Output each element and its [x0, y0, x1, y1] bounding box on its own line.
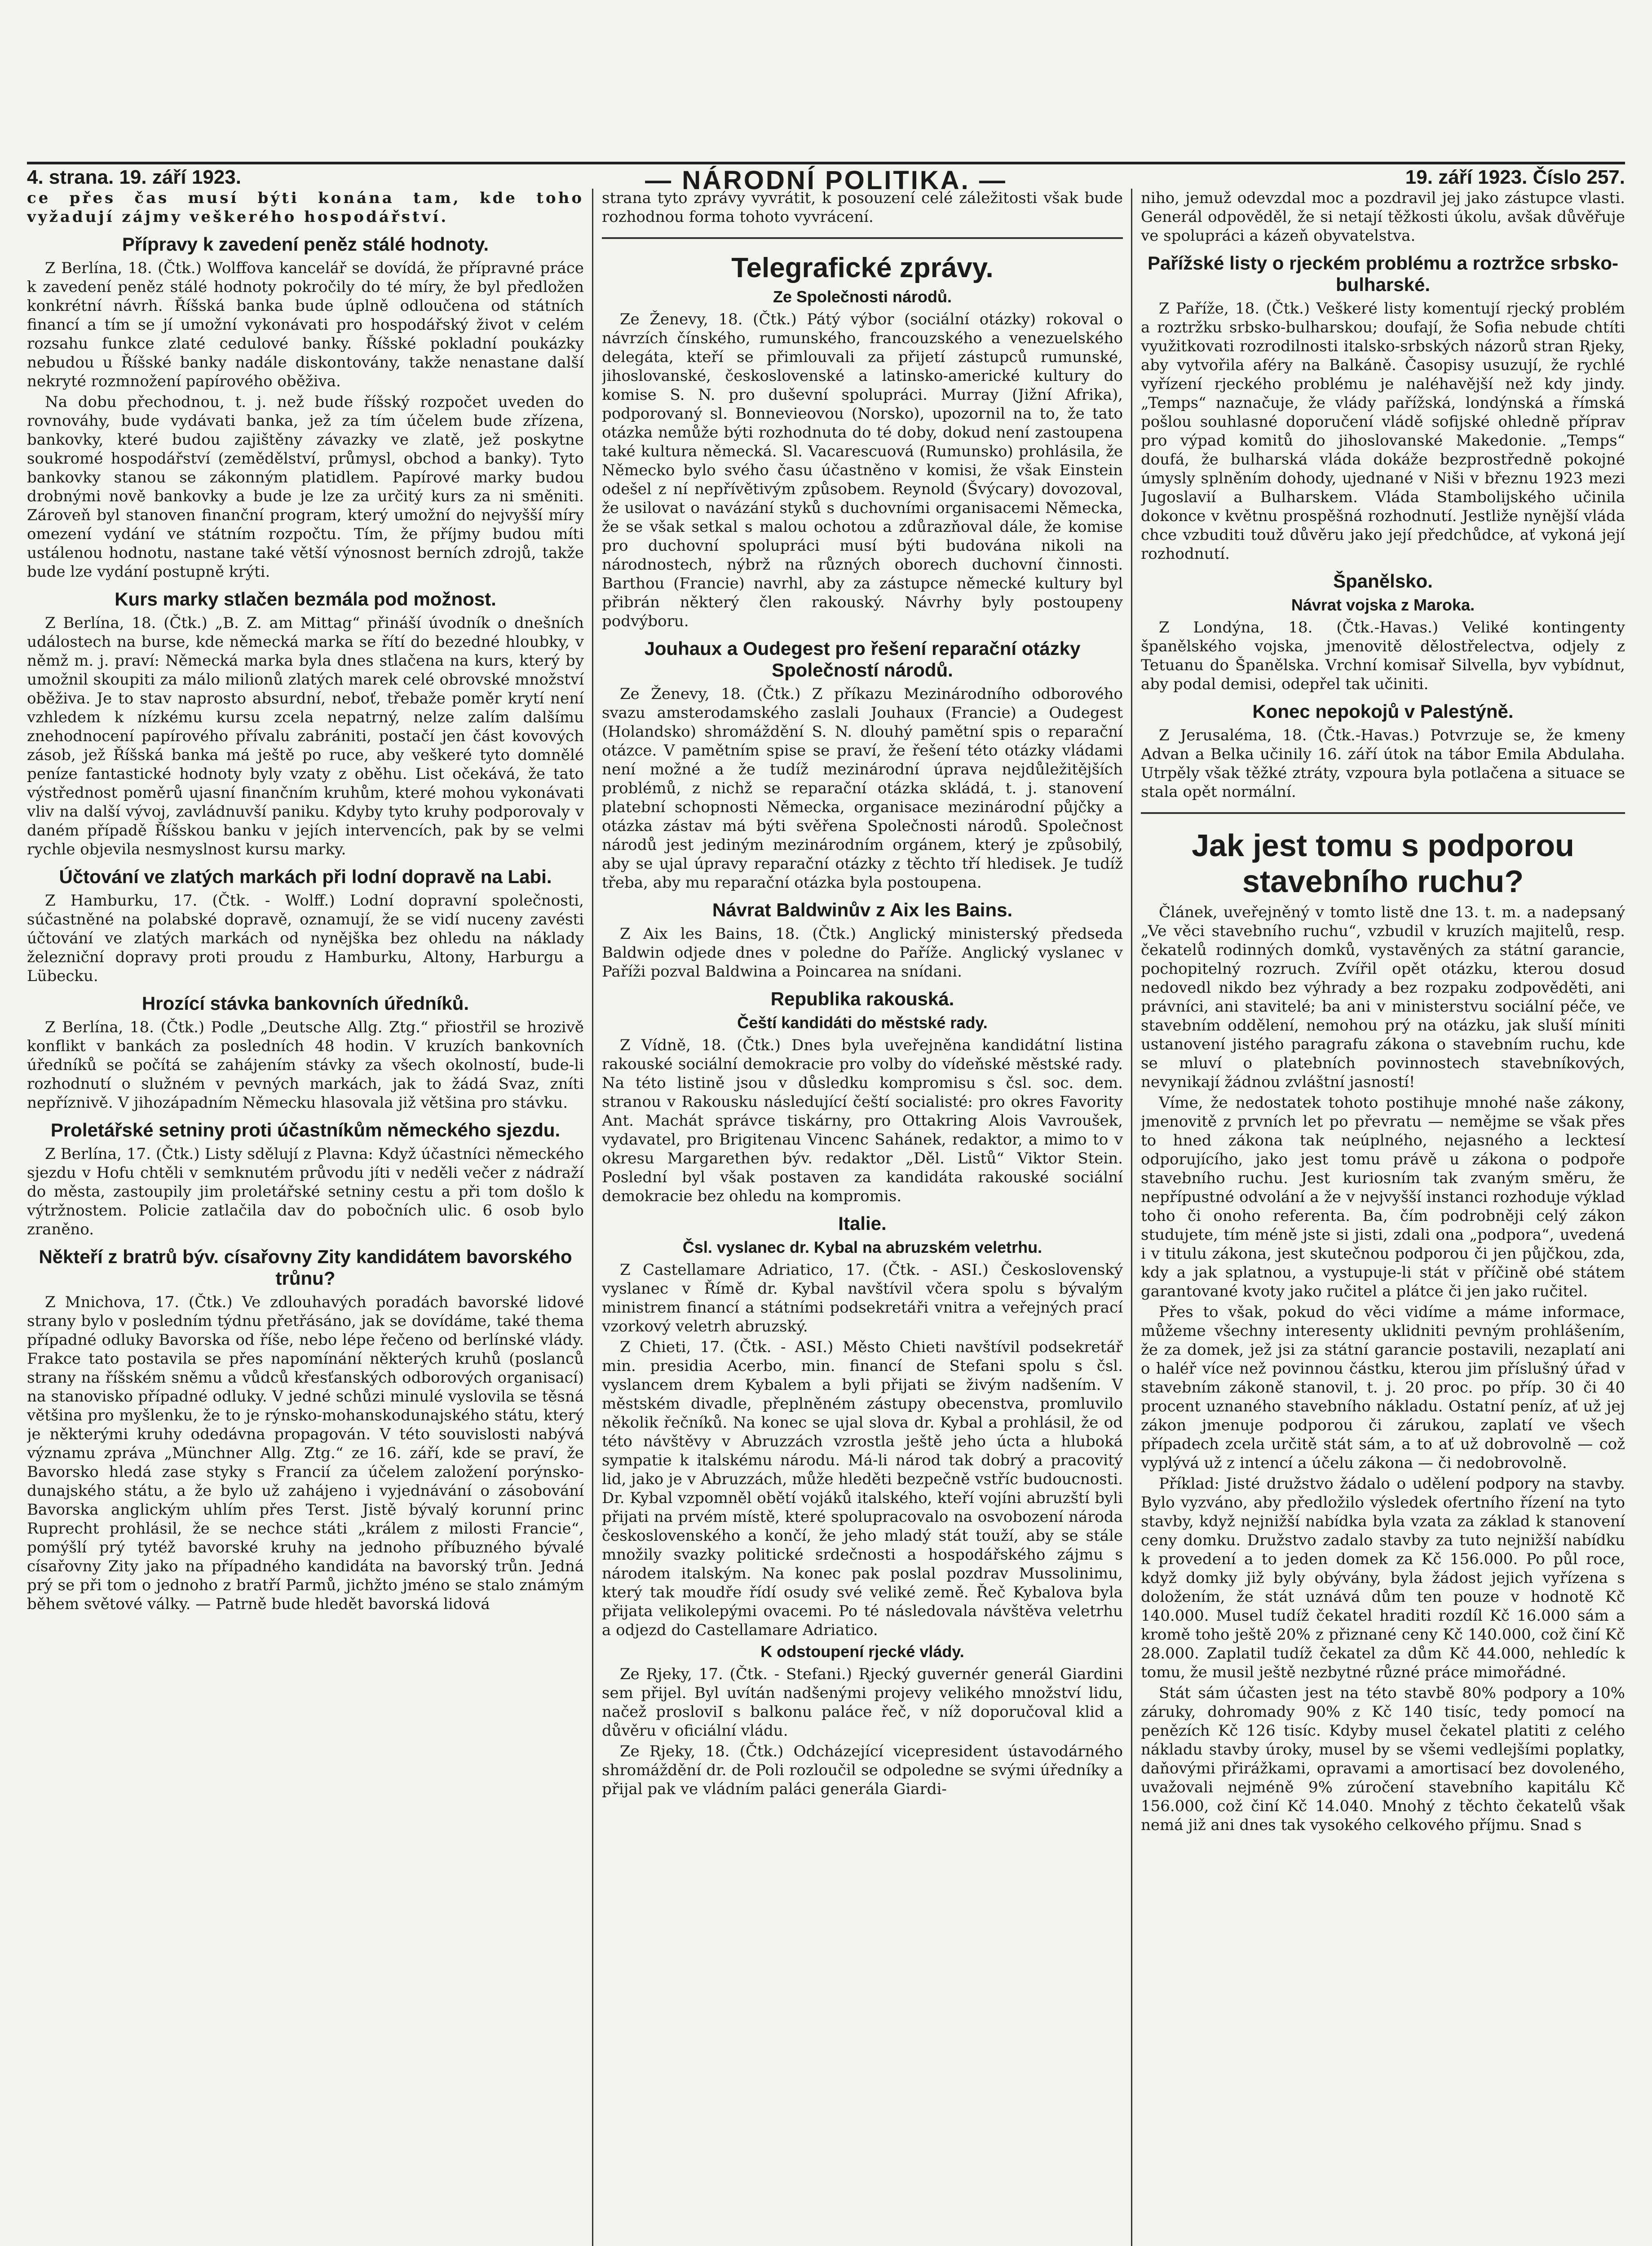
article-paragraph: Z Berlína, 18. (Čtk.) Podle „Deutsche Allg. Ztg.“ přiostřil se hrozivě konflikt v bankách za posledních 48 hodin. V kruzích bankovních úředníků se počítá se zahájením stávky za všech okolností, bude-li rozhodnutí o služném v pevných markách, jak to žádá Svaz, zníti nepříznivě. V jihozápadním Německu hlasovala již většina pro stávku.	[27, 1018, 584, 1112]
headline: Účtování ve zlatých markách při lodní dopravě na Labi.	[59, 866, 552, 887]
article-paragraph: Z Londýna, 18. (Čtk.-Havas.) Veliké kontingenty španělského vojska, jmenovitě dělostřelectva, odjely z Tetuanu do Španělska. Vrchní komisař Silvella, byv vybídnut, aby podal demisi, odepřel tak učiniti.	[1141, 619, 1625, 693]
article-paragraph: Z Castellamare Adriatico, 17. (Čtk. - ASI.) Československý vyslanec v Římě dr. Kybal navštívil včera spolu s bývalým ministrem financí a státními podsekretáři vnitra a veřejných prací vzorkový veletrh abruzský.	[602, 1261, 1123, 1335]
headline: Jouhaux a Oudegest pro řešení reparační otázky Společností národů.	[644, 638, 1081, 681]
headline: Proletářské setniny proti účastníkům německého sjezdu.	[50, 1119, 561, 1141]
article-continuation: niho, jemuž odevzdal moc a pozdravil jej jako zástupce vlasti. Generál odpověděl, že si netají těžkosti úkolu, avšak důvěřuje ve spolupráci a kázeň obyvatelstva.	[1141, 189, 1625, 245]
article-paragraph: Na dobu přechodnou, t. j. než bude říšský rozpočet uveden do rovnováhy, bude vydávati banka, jež za tím účelem bude zřízena, bankovky, které budou zajištěny závazky ve zlatě, jež poskytne soukromé hospodářství (zemědělství, průmysl, obchod a banky). Tyto bankovky stanou se zákonným platidlem. Papírové marky budou drobnými nově bankovky a bude je lze za určitý kurs za ni směniti. Zároveň byl stanoven finanční program, který umožní do nejvyšší míry omezení vydání ve státním rozpočtu. Tím, že příjmy budou míti ustálenou hodnotu, nastane také větší výnosnost berních zdrojů, takže bude lze vydání postupně krýti.	[27, 393, 584, 581]
article-paragraph: Z Jerusaléma, 18. (Čtk.-Havas.) Potvrzuje se, že kmeny Advan a Belka učinily 16. září útok na tábor Emila Abdulaha. Utrpěly však těžké ztráty, vzpoura byla potlačena a situace se stala opět normální.	[1141, 726, 1625, 801]
newspaper-page	[27, 18, 1625, 2246]
headline: Italie.	[838, 1213, 887, 1234]
headline: Španělsko.	[1333, 570, 1433, 592]
column-1	[27, 189, 584, 2246]
headline: Přípravy k zavedení peněz stálé hodnoty.	[122, 234, 489, 255]
article-paragraph: Stát sám účasten jest na této stavbě 80% podpory a 10% záruky, dohromady 90% z Kč 140 tisíc, tedy pomocí na penězích Kč 126 tisíc. Kdyby musel čekatel platiti z celého nákladu stavby úroky, musel by se všemi vedlejšími poplatky, daňovými přirážkami, opravami a amortisací bez dovoleného, uvažovali nejméně 9% zúročení stavebního kapitálu Kč 156.000, což činí Kč 14.040. Mnohý z těchto čekatelů však nemá již ani dnes tak vysokého celkového příjmu. Snad s	[1141, 1684, 1625, 1834]
header-page-date: 4. strana. 19. září 1923.	[27, 166, 241, 188]
headline: Pařížské listy o rjeckém problému a roztržce srbsko-bulharské.	[1147, 252, 1619, 295]
article-paragraph: Víme, že nedostatek tohoto postihuje mnohé naše zákony, jmenovitě z prvních let po převratu — nemějme se však přes to hned zákona tak neúplného, nejasného a lecktesí odporujícího, jako jest tomu právě u zákona o podpoře stavebního ruchu. Jest kuriosním tak zvaným směru, že nepřípustné odvolání a že v nejvyšší instanci rozhoduje výklad toho či onoho referenta. Ba, čím podrobněji celý zákon studujete, tím méně jste si jisti, zdali ona „podpora“, uvedená i v titulu zákona, jest skutečnou podporou či jen půjčkou, zda, kdy a jak splatnou, a vystupuje-li stát v příčině obé státem garantované kvoty jako ručitel a plátce či jen jako ručitel.	[1141, 1094, 1625, 1300]
article-paragraph: Z Mnichova, 17. (Čtk.) Ve zdlouhavých poradách bavorské lidové strany bylo v posledním týdnu přetřásáno, jak se dovídáme, také thema případné odluky Bavorska od říše, nebo lépe řečeno od berlínské vlády. Frakce tato postavila se přes napomínání některých kruhů (poslanců strany na říšském sněmu a vůdců křesťanských odborových organisací) na stanovisko případné odluky. V jedné schůzi minulé vyslovila se těsná většina pro myšlenku, že to je rýnsko-mohanskodunajského státu, který je některými kruhy odedávna propagován. V této souvislosti nabývá významu zpráva „Münchner Allg. Ztg.“ ze 16. září, kde se praví, že Bavorsko hledá zase styky s Francií za účelem založení porýnsko-dunajského státu, a že bylo už zahájeno i vyjednávání o zásobování Bavorska anglickým uhlím přes Terst. Jistě bývalý korunní princ Ruprecht prohlásil, že se nechce státi „králem z milosti Francie“, pomýšlí prý tytéž bavorské kruhy na jednoho příbuzného bývalé císařovny Zity jako na případného kandidáta na bavorský trůn. Jedná prý se při tom o jednoho z bratří Parmů, jichžto jméno se stalo známým během světové války. — Patrně bude hledět bavorská lidová	[27, 1293, 584, 1613]
section-rule	[602, 237, 1123, 239]
headline: Kurs marky stlačen bezmála pod možnost.	[115, 588, 496, 610]
article-paragraph: Ze Ženevy, 18. (Čtk.) Z příkazu Mezinárodního odborového svazu amsterodamského zaslali Jouhaux (Francie) a Oudegest (Holandsko) shromáždění S. N. dlouhý pamětní spis o reparační otázce. V pamětním spise se praví, že řešení této otázky vládami není možné a že tudíž mezinárodní úprava nejdůležitějších problémů, z nichž se reparační otázka skládá, t. j. stanovení platební schopnosti Německa, organisace mezinárodní půjčky a otázka zástav má býti svěřena Společnosti národů. Společnost národů jest jediným mezinárodním orgánem, který je způsobilý, aby se ujal úpravy reparační otázky z těchto tří hledisek. Je tudíž třeba, aby mu reparační otázka byla postoupena.	[602, 685, 1123, 892]
section-title: Telegrafické zprávy.	[731, 252, 994, 283]
article-paragraph: Příklad: Jisté družstvo žádalo o udělení podpory na stavby. Bylo vyzváno, aby předložilo výsledek ofertního řízení na tyto stavby, když nejnižší nabídka byla vzata za základ k stanovení ceny domku. Družstvo zadalo stavby za tuto nejnižší nabídku k provedení a to jeden domek za Kč 156.000. Po půl roce, když domky již byly obývány, byla žádost jejich vyřízena s doložením, že stát uznává dům ten pouze v hodnotě Kč 140.000. Musel tudíž čekatel hraditi rozdíl Kč 16.000 sám a kromě toho ještě 20% z přiznané ceny Kč 140.000, což činí Kč 28.000. Zaplatil tudíž čekatel za dům Kč 44.000, nehledíc k tomu, že musil ještě nezbytné různé práce mimořádné.	[1141, 1475, 1625, 1681]
page-header	[27, 108, 1625, 195]
header-issue-number: 19. září 1923. Číslo 257.	[1405, 166, 1625, 188]
newspaper-masthead: — NÁRODNÍ POLITIKA. —	[645, 166, 1007, 195]
column-3	[1141, 189, 1625, 2246]
column-2	[602, 189, 1123, 2246]
feature-headline: Jak jest tomu s podporou stavebního ruchu?	[1192, 828, 1574, 899]
article-paragraph: Z Chieti, 17. (Čtk. - ASI.) Město Chieti navštívil podsekretář min. presidia Acerbo, min. financí de Stefani spolu s čsl. vyslancem drem Kybalem a byli přijati se živým nadšením. V městském divadle, přeplněném zástupy obecenstva, promluvilo několik řečníků. Na konec se ujal slova dr. Kybal a prohlásil, že od této návštěvy v Abruzzách vzrostla ještě jeho úcta a hluboká sympatie k italskému národu. Má-li národ tak dobrý a pracovitý lid, jako je v Abruzzách, může hleděti bezpečně vstříc budoucnosti. Dr. Kybal vzpomněl obětí vojáků italského, kteří vojíni abruzští byli přijati na prvém místě, které spolupracovalo na osvobození národa československého a končí, že jeho mladý stát touží, aby se stále množily svazky politické srdečnosti a hospodářského zájmu s národem italským. Na konec pak poslal pozdrav Mussolinimu, který tak moudře řídí osudy své veliké země. Řeč Kybalova byla přijata velikolepými ovacemi. Po té následovala návštěva veletrhu a odjezd do Castellamare Adriatico.	[602, 1338, 1123, 1639]
subsection-title: Čsl. vyslanec dr. Kybal na abruzském veletrhu.	[682, 1238, 1042, 1256]
columns	[27, 189, 1625, 2246]
headline: Republika rakouská.	[770, 988, 954, 1009]
article-paragraph: Z Hamburku, 17. (Čtk. - Wolff.) Lodní dopravní společnosti, súčastněné na polabské dopravě, oznamují, že se vidí nuceny zavésti účtování ve zlatých markách od nynějška bez ohledu na náklady železniční dopravy proti proudu z Hamburku, Altony, Harburgu a Lübecku.	[27, 892, 584, 985]
subsection-title: Čeští kandidáti do městské rady.	[737, 1013, 988, 1032]
article-paragraph: Přes to však, pokud do věci vidíme a máme informace, můžeme všechny interesenty uklidniti pevným prohlášením, že za domek, jež jsi za státní garancie postavili, nezaplatí ani o haléř více než povinnou částku, kterou jim příslušný úřad v stavebním zákoně stanovil, t. j. 20 proc. po příp. 30 či 40 procent uznaného stavebního nákladu. Ostatní peníz, ať už jej zákon jmenuje podporou či zárukou, zaplatí ve všech případech zcela určitě stát sám, a to ať už dobrovolně — což vyplývá už z intencí a účelu zákona — či nedobrovolně.	[1141, 1303, 1625, 1472]
headline: Hrozící stávka bankovních úředníků.	[141, 993, 469, 1014]
article-paragraph: Z Berlína, 17. (Čtk.) Listy sdělují z Plavna: Když účastníci německého sjezdu v Hofu chtěli v semknutém průvodu jíti v neděli večer z nádraží do města, zastoupily jim proletářské setniny cestu a při tom došlo k výtržnostem. Policie zatlačila dav do pobočních ulic. 6 osob bylo zraněno.	[27, 1145, 584, 1238]
subsection-title: Návrat vojska z Maroka.	[1291, 596, 1475, 614]
article-paragraph: Z Vídně, 18. (Čtk.) Dnes byla uveřejněna kandidátní listina rakouské sociální demokracie pro volby do vídeňské městské rady. Na této listině jsou v důsledku kompromisu s čsl. soc. dem. stranou v Rakousku následující čeští socialisté: pro okres Favority Ant. Machát správce tiskárny, pro Ottakring Alois Vavroušek, vydavatel, pro Brigitenau Vincenc Sahánek, redaktor, a mimo to v okresu Margarethen býv. redaktor „Děl. Listů“ Viktor Stein. Poslední byl však postaven za kandidáta rakouské sociální demokracie bez ohledu na kompromis.	[602, 1036, 1123, 1205]
subsection-title: K odstoupení rjecké vlády.	[760, 1642, 964, 1661]
article-paragraph: Z Berlína, 18. (Čtk.) Wolffova kancelář se dovídá, že přípravné práce k zavedení peněz stálé hodnoty pokročily do té míry, že byl předložen konkrétní návrh. Říšská banka bude úplně odloučena od státních financí a tím se jí umožní vykonávati pro hospodářský život v celém rozsahu funkce zlaté cedulové banky. Říšské pokladní poukázky nebudou u Říšské banky nadále diskontovány, takže nenastane další nekryté rozmnožení papírového oběživa.	[27, 259, 584, 390]
subsection-title: Ze Společnosti národů.	[773, 287, 952, 306]
article-paragraph: Článek, uveřejněný v tomto listě dne 13. t. m. a nadepsaný „Ve věci stavebního ruchu“, vzbudil v kruzích majitelů, resp. čekatelů rodinných domků, vystavěných za státní garancie, pochopitelný rozruch. Zvířil opět otázku, kterou dosud nedovedl nikdo bez výhrady a bez rozpaku zodpověděti, ani právníci, ani stavitelé; ba ani v ministerstvu sociální péče, ve stavebním oddělení, nemohou prý na otázku, jak sluší míniti ustanovení jistého paragrafu zákona o stavebním ruchu, kde se mluví o platebních povinnostech stavebníkových, nevynikají žádnou zvláštní jasností!	[1141, 903, 1625, 1091]
headline: Konec nepokojů v Palestýně.	[1252, 701, 1514, 722]
article-continuation: strana tyto zprávy vyvrátit, k posouzení celé záležitosti však bude rozhodnou forma tohoto vyvrácení.	[602, 189, 1123, 226]
article-paragraph: Ze Rjeky, 18. (Čtk.) Odcházející vicepresident ústavodárného shromáždění dr. de Poli rozloučil se odpoledne se svými úředníky a přijal pak ve vládním paláci generála Giardi-	[602, 1742, 1123, 1798]
headline: Návrat Baldwinův z Aix les Bains.	[712, 899, 1013, 920]
article-continuation: ce přes čas musí býti konána tam, kde toho vyžadují zájmy veškerého hospodářství.	[27, 189, 584, 226]
article-paragraph: Z Paříže, 18. (Čtk.) Veškeré listy komentují rjecký problém a roztržku srbsko-bulharskou; doufají, že Sofia nebude chtíti využitkovati rozrodilnosti italsko-srbských názorů stran Rjeky, aby vytvořila aféry na Balkáně. Časopisy usuzují, že rychlé vyřízení rjeckého problému je naléhavější než kdy jindy. „Temps“ naznačuje, že vlády pařížská, londýnská a římská pošlou souhlasné doporučení vládě sofijské ohledně příprav pro výpad komitů do jihoslovanské Makedonie. „Temps“ doufá, že bulharská vláda dokáže bezprostředně pokojné úmysly splněním dohody, ujednané v Niši v březnu 1923 mezi Jugoslavií a Bulharskem. Vláda Stambolijského učinila dokonce v květnu prospěšná rozhodnutí. Jestliže nynější vláda chce vzbuditi touž důvěru jako její předchůdce, ať vykoná její rozhodnutí.	[1141, 300, 1625, 563]
article-paragraph: Z Berlína, 18. (Čtk.) „B. Z. am Mittag“ přináší úvodník o dnešních událostech na burse, kde německá marka se řítí do bezedné hloubky, v němž m. j. praví: Německá marka byla dnes stlačena na kurs, který by umožnil skoupiti za málo milionů zlatých marek celé obrovské množství oběživa. Je to stav naprosto absurdní, neboť, třebaže poměr krytí není vzhledem k nízkému kursu zcela nepatrný, nelze zalím dalšímu znehodnocení papírového přívalu zabrániti, postačí jen část kovových zásob, jež Říšská banka má ještě po ruce, aby veškeré tyto domnělé peníze fantastické hodnoty byly vzaty z oběhu. List očekává, že tato výstřednost poměrů ujasní finančním kruhům, které mohou vykonávati vliv na další vývoj, zavládnuvší paniku. Kdyby tyto kruhy podporovaly v daném případě Říšskou banku v jejích intervencích, pak by se velmi rychle objevila nesmyslnost kursu marky.	[27, 614, 584, 858]
article-paragraph: Z Aix les Bains, 18. (Čtk.) Anglický ministerský předseda Baldwin odjede dnes v poledne do Paříže. Anglický vyslanec v Paříži pozval Baldwina a Poincarea na snídani.	[602, 925, 1123, 981]
article-paragraph: Ze Ženevy, 18. (Čtk.) Pátý výbor (sociální otázky) rokoval o návrzích čínského, rumunského, francouzského a venezuelského delegáta, kteří se přimlouvali za přijetí zástupců rumunské, jihoslovanské, československé a latinsko-americké kultury do komise S. N. pro duševní spolupráci. Murray (Jižní Afrika), podporovaný sl. Bonnevieovou (Norsko), upozornil na to, že tato otázka nemůže býti rozhodnuta do té doby, dokud není zastoupena také kultura německá. Sl. Vacarescuová (Rumunsko) prohlásila, že Německo bylo svého času účastněno v komisi, že však Einstein odešel z ní nepřívětivým způsobem. Reynold (Švýcary) dovozoval, že usilovat o navázání styků s duchovními organisacemi Německa, že se však setkal s malou ochotou a zdůrazňoval dále, že komise pro duchovní spolupráci musí býti budována nikoli na národnostech, nýbrž na různých oborech duchovní činnosti. Barthou (Francie) navrhl, aby za zástupce německé kultury byl přibrán některý člen rakouský. Návrhy byly postoupeny podvýboru.	[602, 310, 1123, 630]
section-rule	[1141, 812, 1625, 814]
headline: Někteří z bratrů býv. císařovny Zity kandidátem bavorského trůnu?	[39, 1246, 572, 1289]
article-paragraph: Ze Rjeky, 17. (Čtk. - Stefani.) Rjecký guvernér generál Giardini sem přijel. Byl uvítán nadšenými projevy velikého množství lidu, načež prosloviI s balkonu paláce řeč, v níž doporučoval klid a důvěru v oficiální vládu.	[602, 1665, 1123, 1740]
